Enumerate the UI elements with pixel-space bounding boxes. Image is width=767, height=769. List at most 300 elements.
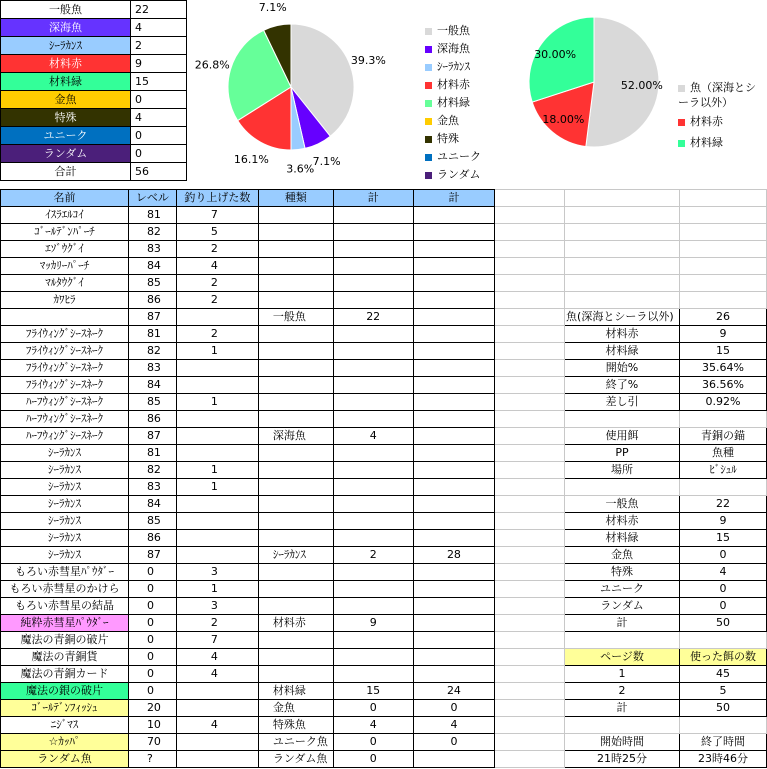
fish-name-cell: ﾏｯｶﾘｰﾊﾟｰﾁ xyxy=(1,258,129,275)
pie-slice-label: 7.1% xyxy=(258,1,287,15)
fish-name-cell: ｴｿﾞｳｸﾞｲ xyxy=(1,241,129,258)
summary-value-cell xyxy=(680,241,767,258)
level-cell: 84 xyxy=(128,377,176,394)
legend-swatch xyxy=(678,140,685,147)
level-cell: 85 xyxy=(128,275,176,292)
total-cell: 0 xyxy=(413,700,495,717)
table-row xyxy=(1,309,767,326)
catch-count-cell xyxy=(176,513,258,530)
subtotal-cell: 22 xyxy=(333,309,413,326)
fish-name-cell xyxy=(1,309,129,326)
summary-value-cell: 9 xyxy=(680,513,767,530)
summary-value-cell: 23時46分 xyxy=(680,751,767,768)
catch-count-cell xyxy=(176,496,258,513)
subtotal-cell xyxy=(333,666,413,683)
table-row xyxy=(1,462,767,479)
legend-swatch xyxy=(425,172,432,179)
table-row xyxy=(1,717,767,734)
level-cell: 86 xyxy=(128,411,176,428)
summary-value-cell: 45 xyxy=(680,666,767,683)
subtotal-cell: 2 xyxy=(333,547,413,564)
table-row xyxy=(1,751,767,768)
summary-row xyxy=(1,163,187,181)
summary-value-cell: 0 xyxy=(680,547,767,564)
summary-row xyxy=(1,73,187,91)
total-cell xyxy=(413,581,495,598)
summary-value: 4 xyxy=(131,19,187,37)
category-cell: ランダム魚 xyxy=(258,751,333,768)
total-cell xyxy=(413,666,495,683)
level-cell: 85 xyxy=(128,394,176,411)
total-cell xyxy=(413,241,495,258)
category-cell xyxy=(258,258,333,275)
category-cell: 材料赤 xyxy=(258,615,333,632)
subtotal-cell: 9 xyxy=(333,615,413,632)
fish-name-cell: ｼｰﾗｶﾝｽ xyxy=(1,462,129,479)
table-row xyxy=(1,547,767,564)
legend-label: 魚（深海とシーラ以外） xyxy=(678,81,756,109)
legend-entry xyxy=(425,58,481,76)
catch-count-cell: 1 xyxy=(176,581,258,598)
column-header: 釣り上げた数 xyxy=(176,190,258,207)
catch-count-cell: 4 xyxy=(176,258,258,275)
category-cell xyxy=(258,224,333,241)
legend-entry xyxy=(425,130,481,148)
table-row xyxy=(1,360,767,377)
legend-swatch xyxy=(425,100,432,107)
level-cell: 10 xyxy=(128,717,176,734)
level-cell: 85 xyxy=(128,513,176,530)
category-cell: ユニーク魚 xyxy=(258,734,333,751)
table-row xyxy=(1,666,767,683)
summary-value: 2 xyxy=(131,37,187,55)
legend-swatch xyxy=(425,46,432,53)
summary-label-cell: 21時25分 xyxy=(565,751,680,768)
summary-label-cell: 2 xyxy=(565,683,680,700)
summary-label-cell: 終了% xyxy=(565,377,680,394)
pie-slice-label: 3.6% xyxy=(286,162,315,176)
subtotal-cell xyxy=(333,241,413,258)
total-cell xyxy=(413,462,495,479)
summary-value-cell: 0 xyxy=(680,598,767,615)
summary-label-cell xyxy=(565,224,680,241)
summary-name: 特殊 xyxy=(1,109,131,127)
level-cell: 87 xyxy=(128,428,176,445)
summary-value-cell xyxy=(680,411,767,428)
summary-label-cell: 材料緑 xyxy=(565,343,680,360)
legend-entry xyxy=(425,94,481,112)
total-cell xyxy=(413,428,495,445)
summary-value: 22 xyxy=(131,1,187,19)
legend-label: ユニーク xyxy=(437,150,481,163)
summary-value: 56 xyxy=(131,163,187,181)
level-cell: 84 xyxy=(128,258,176,275)
summary-label-cell xyxy=(565,717,680,734)
table-row xyxy=(1,615,767,632)
total-cell xyxy=(413,530,495,547)
level-cell: 0 xyxy=(128,581,176,598)
table-row xyxy=(1,734,767,751)
level-cell: 0 xyxy=(128,564,176,581)
subtotal-cell xyxy=(333,326,413,343)
fish-name-cell: ランダム魚 xyxy=(1,751,129,768)
total-cell xyxy=(413,343,495,360)
fish-name-cell: ﾌﾗｲｳｨﾝｸﾞｼｰｽﾈｰｸ xyxy=(1,326,129,343)
subtotal-cell xyxy=(333,377,413,394)
catch-count-cell xyxy=(176,360,258,377)
total-cell: 24 xyxy=(413,683,495,700)
total-cell xyxy=(413,479,495,496)
summary-value-cell: 36.56% xyxy=(680,377,767,394)
total-cell xyxy=(413,394,495,411)
subtotal-cell xyxy=(333,564,413,581)
fish-name-cell: もろい赤彗星ﾊﾟｳﾀﾞｰ xyxy=(1,564,129,581)
level-cell: 82 xyxy=(128,224,176,241)
summary-value: 9 xyxy=(131,55,187,73)
summary-value-cell xyxy=(680,479,767,496)
pie-slice-label: 26.8% xyxy=(194,58,230,72)
fish-name-cell: もろい赤彗星の結晶 xyxy=(1,598,129,615)
fishing-log-table xyxy=(0,189,767,768)
summary-value-cell: 5 xyxy=(680,683,767,700)
total-cell xyxy=(413,207,495,224)
subtotal-cell xyxy=(333,411,413,428)
category-cell xyxy=(258,564,333,581)
summary-value-cell: 4 xyxy=(680,564,767,581)
catch-count-cell: 3 xyxy=(176,598,258,615)
total-cell xyxy=(413,360,495,377)
subtotal-cell xyxy=(333,581,413,598)
fish-name-cell: 魔法の青銅の破片 xyxy=(1,632,129,649)
pie-chart-materials xyxy=(520,0,690,185)
summary-label-cell: 開始% xyxy=(565,360,680,377)
total-cell xyxy=(413,275,495,292)
summary-value-cell: 青銅の錨 xyxy=(680,428,767,445)
table-row xyxy=(1,224,767,241)
fish-name-cell: ﾊｰﾌｳｨﾝｸﾞｼｰｽﾈｰｸ xyxy=(1,428,129,445)
summary-label-cell: 開始時間 xyxy=(565,734,680,751)
fish-name-cell: ｼｰﾗｶﾝｽ xyxy=(1,513,129,530)
legend-label: ランダム xyxy=(437,168,481,181)
summary-label-cell xyxy=(565,207,680,224)
subtotal-cell: 4 xyxy=(333,717,413,734)
summary-row xyxy=(1,91,187,109)
summary-label-cell: 差し引 xyxy=(565,394,680,411)
summary-value-cell: ﾋﾞｼｭﾙ xyxy=(680,462,767,479)
fish-name-cell: 純粋赤彗星ﾊﾟｳﾀﾞｰ xyxy=(1,615,129,632)
subtotal-cell xyxy=(333,258,413,275)
summary-row xyxy=(1,1,187,19)
summary-label-cell xyxy=(565,632,680,649)
legend-label: 深海魚 xyxy=(437,42,470,55)
pie-slice-label: 52.00% xyxy=(620,79,663,93)
summary-row xyxy=(1,37,187,55)
summary-label-cell: 魚(深海とシーラ以外) xyxy=(565,309,680,326)
total-cell xyxy=(413,309,495,326)
summary-label-cell: 材料赤 xyxy=(565,326,680,343)
level-cell: 87 xyxy=(128,309,176,326)
fish-name-cell: ｼｰﾗｶﾝｽ xyxy=(1,530,129,547)
legend-label: 金魚 xyxy=(437,114,459,127)
summary-value-cell: 50 xyxy=(680,700,767,717)
summary-label-cell: 材料緑 xyxy=(565,530,680,547)
total-cell xyxy=(413,496,495,513)
table-row xyxy=(1,496,767,513)
legend-label: ｼｰﾗｶﾝｽ xyxy=(437,60,470,73)
category-cell: 金魚 xyxy=(258,700,333,717)
subtotal-cell xyxy=(333,598,413,615)
summary-value-cell xyxy=(680,207,767,224)
total-cell xyxy=(413,615,495,632)
summary-value-cell: 15 xyxy=(680,343,767,360)
subtotal-cell xyxy=(333,292,413,309)
legend-label: 材料赤 xyxy=(437,78,470,91)
summary-name: 材料赤 xyxy=(1,55,131,73)
table-row xyxy=(1,326,767,343)
catch-count-cell xyxy=(176,734,258,751)
summary-label-cell: 一般魚 xyxy=(565,496,680,513)
level-cell: 0 xyxy=(128,666,176,683)
summary-label-cell: 使用餌 xyxy=(565,428,680,445)
category-cell xyxy=(258,207,333,224)
summary-label-cell xyxy=(565,275,680,292)
summary-label-cell: 材料赤 xyxy=(565,513,680,530)
total-cell: 4 xyxy=(413,717,495,734)
fish-name-cell: ﾊｰﾌｳｨﾝｸﾞｼｰｽﾈｰｸ xyxy=(1,411,129,428)
category-cell xyxy=(258,598,333,615)
level-cell: 0 xyxy=(128,598,176,615)
summary-value-cell: 魚種 xyxy=(680,445,767,462)
category-cell xyxy=(258,292,333,309)
table-row xyxy=(1,598,767,615)
table-row xyxy=(1,479,767,496)
fish-name-cell: ﾌﾗｲｳｨﾝｸﾞｼｰｽﾈｰｸ xyxy=(1,343,129,360)
total-cell xyxy=(413,598,495,615)
catch-count-cell xyxy=(176,411,258,428)
table-row xyxy=(1,275,767,292)
level-cell: 81 xyxy=(128,326,176,343)
summary-value-cell: 26 xyxy=(680,309,767,326)
legend-swatch xyxy=(425,64,432,71)
total-cell xyxy=(413,445,495,462)
category-cell xyxy=(258,462,333,479)
summary-value: 15 xyxy=(131,73,187,91)
legend-entry xyxy=(425,22,481,40)
table-row xyxy=(1,683,767,700)
legend-swatch xyxy=(425,28,432,35)
summary-label-cell: PP xyxy=(565,445,680,462)
fish-name-cell: ﾆｼﾞﾏｽ xyxy=(1,717,129,734)
summary-value-cell xyxy=(680,292,767,309)
summary-label-cell: ランダム xyxy=(565,598,680,615)
table-row xyxy=(1,513,767,530)
total-cell: 0 xyxy=(413,734,495,751)
catch-count-cell: 4 xyxy=(176,717,258,734)
legend-label: 材料緑 xyxy=(437,96,470,109)
summary-name: ｼｰﾗｶﾝｽ xyxy=(1,37,131,55)
catch-count-cell: 1 xyxy=(176,343,258,360)
total-cell xyxy=(413,411,495,428)
fish-name-cell: ｶﾜﾋﾗ xyxy=(1,292,129,309)
catch-count-cell xyxy=(176,683,258,700)
summary-value-cell: 使った餌の数 xyxy=(680,649,767,666)
summary-value: 0 xyxy=(131,91,187,109)
column-header: 名前 xyxy=(1,190,129,207)
summary-value-cell: 0 xyxy=(680,581,767,598)
table-row xyxy=(1,564,767,581)
summary-row xyxy=(1,127,187,145)
catch-count-cell: 1 xyxy=(176,394,258,411)
table-row xyxy=(1,581,767,598)
category-cell: 深海魚 xyxy=(258,428,333,445)
summary-name: 一般魚 xyxy=(1,1,131,19)
table-row xyxy=(1,428,767,445)
table-row xyxy=(1,649,767,666)
legend-entry xyxy=(425,112,481,130)
subtotal-cell: 15 xyxy=(333,683,413,700)
summary-value: 4 xyxy=(131,109,187,127)
fish-name-cell: 魔法の青銅貨 xyxy=(1,649,129,666)
category-cell xyxy=(258,632,333,649)
subtotal-cell: 0 xyxy=(333,734,413,751)
table-row xyxy=(1,411,767,428)
summary-label-cell xyxy=(565,479,680,496)
summary-label-cell xyxy=(565,292,680,309)
subtotal-cell: 0 xyxy=(333,751,413,768)
pie-slice-label: 30.00% xyxy=(534,47,577,61)
catch-count-cell: 2 xyxy=(176,275,258,292)
catch-count-cell xyxy=(176,377,258,394)
table-row xyxy=(1,530,767,547)
column-header: 種類 xyxy=(258,190,333,207)
fish-name-cell: ｺﾞｰﾙﾃﾞﾝﾊﾟｰﾁ xyxy=(1,224,129,241)
subtotal-cell xyxy=(333,394,413,411)
column-header: 計 xyxy=(333,190,413,207)
catch-count-cell xyxy=(176,445,258,462)
fish-name-cell: ｼｰﾗｶﾝｽ xyxy=(1,496,129,513)
subtotal-cell xyxy=(333,224,413,241)
summary-name: 材料緑 xyxy=(1,73,131,91)
legend-swatch xyxy=(425,118,432,125)
table-row xyxy=(1,445,767,462)
total-cell: 28 xyxy=(413,547,495,564)
legend-entry xyxy=(425,40,481,58)
summary-name: 合計 xyxy=(1,163,131,181)
level-cell: 20 xyxy=(128,700,176,717)
fish-name-cell: ｼｰﾗｶﾝｽ xyxy=(1,479,129,496)
legend-label: 材料緑 xyxy=(690,136,723,149)
catch-count-cell xyxy=(176,751,258,768)
fish-name-cell: ｲｽﾗｴﾙｺｲ xyxy=(1,207,129,224)
summary-label-cell: 場所 xyxy=(565,462,680,479)
category-cell: 材料緑 xyxy=(258,683,333,700)
summary-value-cell xyxy=(680,258,767,275)
summary-label-cell: 計 xyxy=(565,700,680,717)
category-cell xyxy=(258,411,333,428)
legend-swatch xyxy=(425,82,432,89)
summary-value-cell xyxy=(680,717,767,734)
total-cell xyxy=(413,292,495,309)
level-cell: 82 xyxy=(128,462,176,479)
level-cell: 0 xyxy=(128,649,176,666)
summary-label-cell: 計 xyxy=(565,615,680,632)
category-cell: 一般魚 xyxy=(258,309,333,326)
catch-count-cell: 5 xyxy=(176,224,258,241)
level-cell: 0 xyxy=(128,615,176,632)
category-cell: ｼｰﾗｶﾝｽ xyxy=(258,547,333,564)
catch-count-cell: 4 xyxy=(176,649,258,666)
pie-slice-label: 18.00% xyxy=(542,112,585,126)
fish-name-cell: ﾌﾗｲｳｨﾝｸﾞｼｰｽﾈｰｸ xyxy=(1,360,129,377)
catch-count-cell: 4 xyxy=(176,666,258,683)
subtotal-cell xyxy=(333,275,413,292)
fish-name-cell: 魔法の青銅カード xyxy=(1,666,129,683)
subtotal-cell xyxy=(333,632,413,649)
summary-label-cell: ページ数 xyxy=(565,649,680,666)
legend-swatch xyxy=(678,85,685,92)
summary-row xyxy=(1,145,187,163)
catch-count-cell: 3 xyxy=(176,564,258,581)
total-cell xyxy=(413,751,495,768)
summary-value-cell xyxy=(680,632,767,649)
subtotal-cell xyxy=(333,649,413,666)
total-cell xyxy=(413,564,495,581)
level-cell: 83 xyxy=(128,241,176,258)
pie-slice-label: 7.1% xyxy=(312,154,341,168)
table-header-row xyxy=(1,190,767,207)
category-cell xyxy=(258,530,333,547)
summary-row xyxy=(1,55,187,73)
pie-chart-fish-types xyxy=(175,0,435,185)
catch-count-cell: 7 xyxy=(176,207,258,224)
legend-entry xyxy=(678,114,763,135)
category-cell xyxy=(258,326,333,343)
subtotal-cell xyxy=(333,530,413,547)
summary-value-cell: 9 xyxy=(680,326,767,343)
level-cell: 82 xyxy=(128,343,176,360)
catch-count-cell: 2 xyxy=(176,292,258,309)
level-cell: ? xyxy=(128,751,176,768)
summary-value-cell xyxy=(680,224,767,241)
category-cell xyxy=(258,496,333,513)
legend-swatch xyxy=(678,119,685,126)
level-cell: 86 xyxy=(128,530,176,547)
catch-count-cell: 1 xyxy=(176,462,258,479)
total-cell xyxy=(413,649,495,666)
table-row xyxy=(1,700,767,717)
summary-label-cell: 特殊 xyxy=(565,564,680,581)
category-cell xyxy=(258,275,333,292)
summary-label-cell xyxy=(565,411,680,428)
subtotal-cell xyxy=(333,343,413,360)
summary-name: ランダム xyxy=(1,145,131,163)
level-cell: 83 xyxy=(128,479,176,496)
subtotal-cell xyxy=(333,445,413,462)
pie2-legend xyxy=(678,80,763,156)
legend-label: 材料赤 xyxy=(690,115,723,128)
table-row xyxy=(1,343,767,360)
legend-label: 一般魚 xyxy=(437,24,470,37)
subtotal-cell xyxy=(333,360,413,377)
total-cell xyxy=(413,632,495,649)
level-cell: 0 xyxy=(128,683,176,700)
catch-count-cell xyxy=(176,530,258,547)
summary-row xyxy=(1,109,187,127)
catch-count-cell xyxy=(176,309,258,326)
category-cell xyxy=(258,241,333,258)
legend-entry xyxy=(425,76,481,94)
pie1-legend xyxy=(425,22,481,184)
